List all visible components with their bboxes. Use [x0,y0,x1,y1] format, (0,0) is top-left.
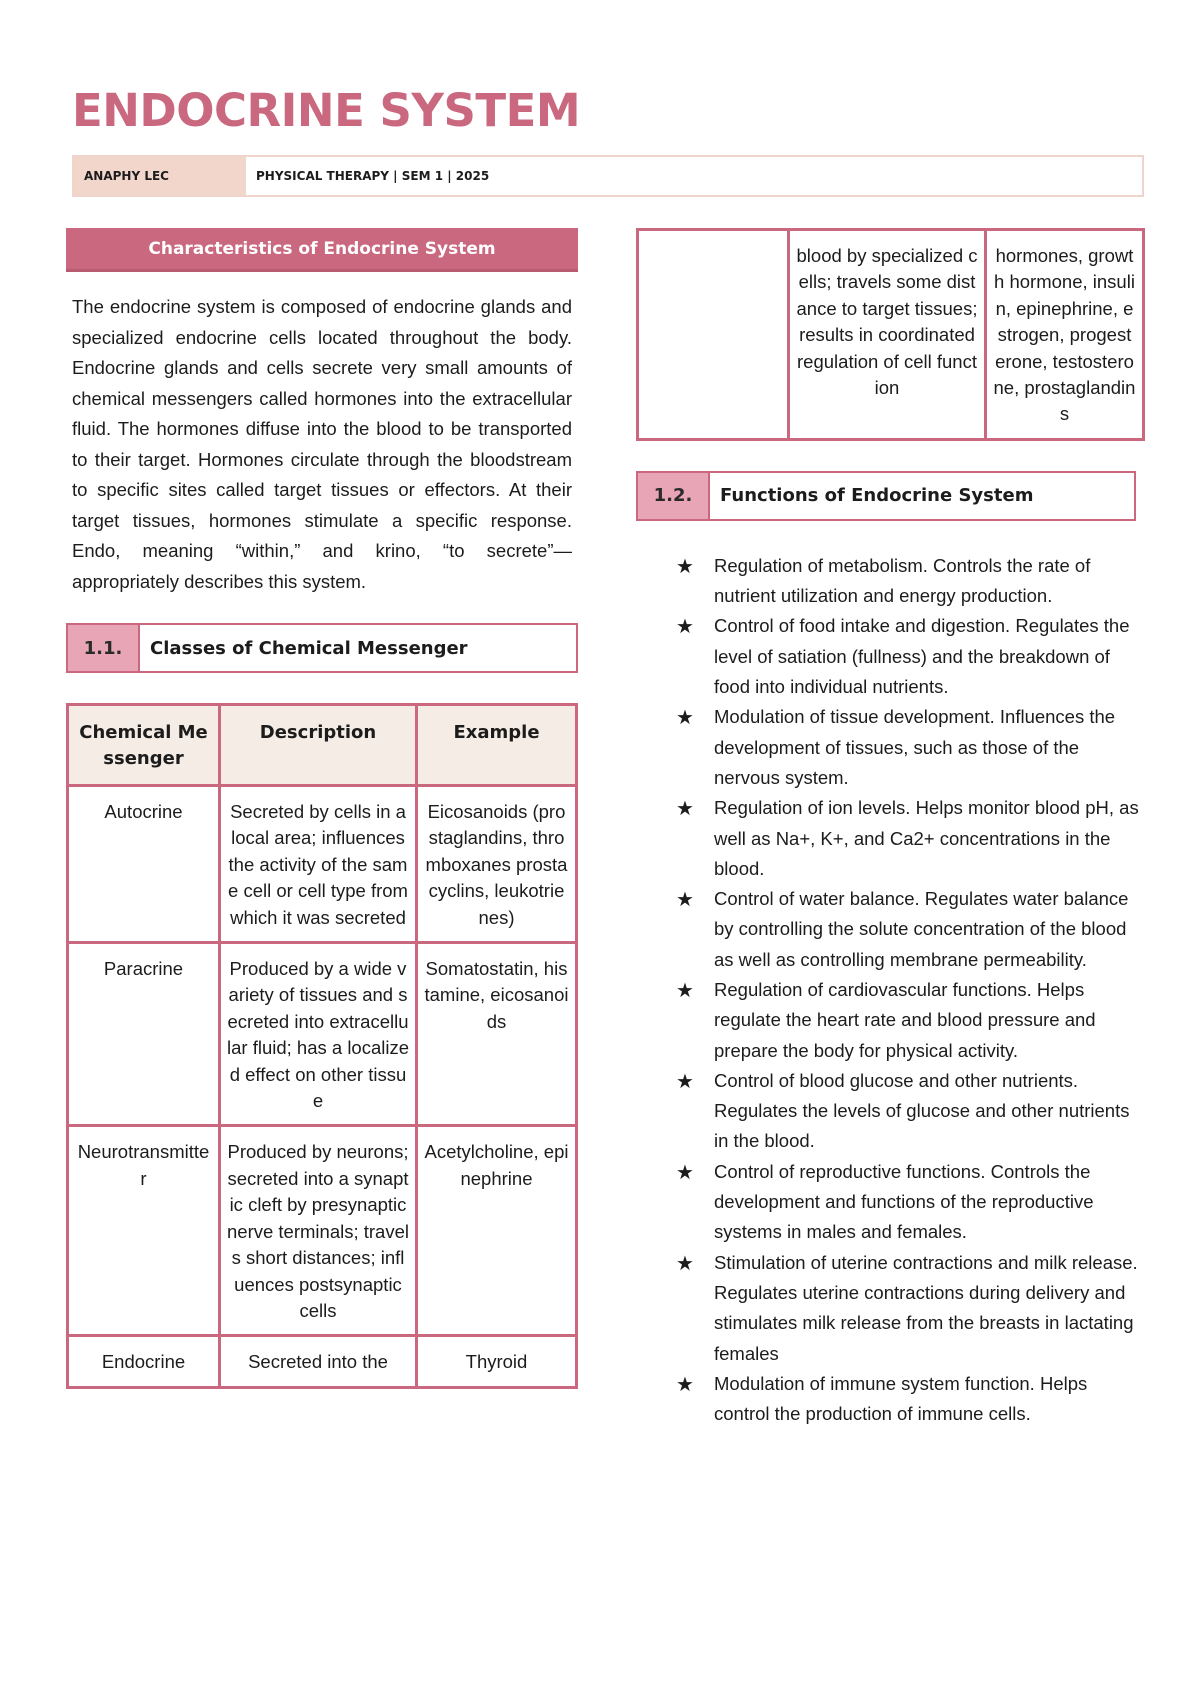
list-item [636,551,1144,612]
star-icon: ★ [676,553,694,578]
header-bar [72,155,1144,197]
example-cell: Thyroid [418,1337,578,1388]
column-header: Example [418,706,578,787]
table-row [69,787,578,944]
messenger-cell: Paracrine [69,944,221,1127]
description-cell: blood by specialized cells; travels some distance to target tissues; results in coordinated regulation of cell function [790,231,987,441]
table-row [639,231,1145,441]
table-header-row [69,706,578,787]
subsection-number: 1.1. [68,625,140,671]
column-header: Description [221,706,418,787]
star-icon: ★ [676,796,694,821]
star-icon: ★ [676,614,694,639]
star-icon: ★ [676,1250,694,1275]
section-title: Characteristics of Endocrine System [66,228,578,272]
table-row [69,944,578,1127]
list-item [636,1369,1144,1430]
list-item [636,1248,1144,1369]
function-text: Regulation of cardiovascular functions. Helps regulate the heart rate and blood pressure and prepare the body for physical activity. [714,979,1096,1061]
column-header: Chemical Messenger [69,706,221,787]
program-label: PHYSICAL THERAPY | SEM 1 | 2025 [256,169,490,183]
function-text: Control of blood glucose and other nutrients. Regulates the levels of glucose and other nutrients in the blood. [714,1069,1130,1152]
description-cell: Produced by neurons; secreted into a synaptic cleft by presynaptic nerve terminals; travels short distances; influences postsynaptic cells [221,1127,418,1337]
list-item [636,975,1144,1066]
list-item [636,702,1144,793]
example-cell: Somatostatin, histamine, eicosanoids [418,944,578,1127]
left-column [66,228,578,1389]
function-text: Regulation of metabolism. Controls the rate of nutrient utilization and energy production. [714,554,1091,607]
functions-list [636,551,1144,1430]
list-item [636,611,1144,702]
right-column [636,228,1144,1429]
star-icon: ★ [676,887,694,912]
function-text: Modulation of tissue development. Influences the development of tissues, such as those of the nervous system. [714,706,1116,788]
course-label: ANAPHY LEC [74,157,246,195]
function-text: Regulation of ion levels. Helps monitor blood pH, as well as Na+, K+, and Ca2+ concentrations in the blood. [714,797,1139,879]
messenger-table [66,703,578,1389]
subsection-number: 1.2. [638,473,710,519]
list-item [636,884,1144,975]
subsection-title: Classes of Chemical Messenger [150,637,468,659]
star-icon: ★ [676,1159,694,1184]
table-row [69,1337,578,1388]
description-cell: Secreted by cells in a local area; influences the activity of the same cell or cell type from which it was secreted [221,787,418,944]
star-icon: ★ [676,978,694,1002]
description-cell: Secreted into the [221,1337,418,1388]
messenger-cell: Neurotransmitter [69,1127,221,1337]
messenger-cell: Endocrine [69,1337,221,1388]
description-cell: Produced by a wide variety of tissues and secreted into extracellular fluid; has a localized effect on other tissue [221,944,418,1127]
table-row [69,1127,578,1337]
function-text: Modulation of immune system function. Helps control the production of immune cells. [714,1372,1088,1425]
messenger-table-continued [636,228,1145,441]
subsection-heading-functions [636,471,1136,521]
function-text: Control of water balance. Regulates water balance by controlling the solute concentration of the blood as well as controlling membrane permeability. [714,888,1129,970]
star-icon: ★ [676,705,694,730]
example-cell: hormones, growth hormone, insulin, epinephrine, estrogen, progesterone, testosterone, prostaglandins [987,231,1145,441]
star-icon: ★ [676,1371,694,1396]
list-item [636,1066,1144,1157]
messenger-cell: Autocrine [69,787,221,944]
subsection-heading-classes [66,623,578,673]
intro-paragraph: The endocrine system is composed of endocrine glands and specialized endocrine cells located throughout the body. Endocrine glands and cells secrete very small amounts of chemical messengers called hormones into the extracellular fluid. The hormones diffuse into the blood to be transported to their target. Hormones circulate through the bloodstream to specific sites called target tissues or effectors. At their target tissues, hormones stimulate a specific response. Endo, meaning “within,” and krino, “to secrete”—appropriately describes this system. [72,296,572,592]
page-title: ENDOCRINE SYSTEM [72,84,581,137]
messenger-cell [639,231,790,441]
star-icon: ★ [676,1068,694,1093]
function-text: Control of food intake and digestion. Regulates the level of satiation (fullness) and the breakdown of food into individual nutrients. [714,615,1130,698]
example-cell: Eicosanoids (prostaglandins, thromboxanes prostacyclins, leukotrienes) [418,787,578,944]
function-text: Stimulation of uterine contractions and milk release. Regulates uterine contractions during delivery and stimulates milk release from the breasts in lactating females [714,1251,1138,1364]
subsection-title: Functions of Endocrine System [720,485,1034,507]
example-cell: Acetylcholine, epinephrine [418,1127,578,1337]
function-text: Control of reproductive functions. Controls the development and functions of the reproductive systems in males and females. [714,1160,1094,1243]
list-item [636,1157,1144,1248]
list-item [636,793,1144,884]
